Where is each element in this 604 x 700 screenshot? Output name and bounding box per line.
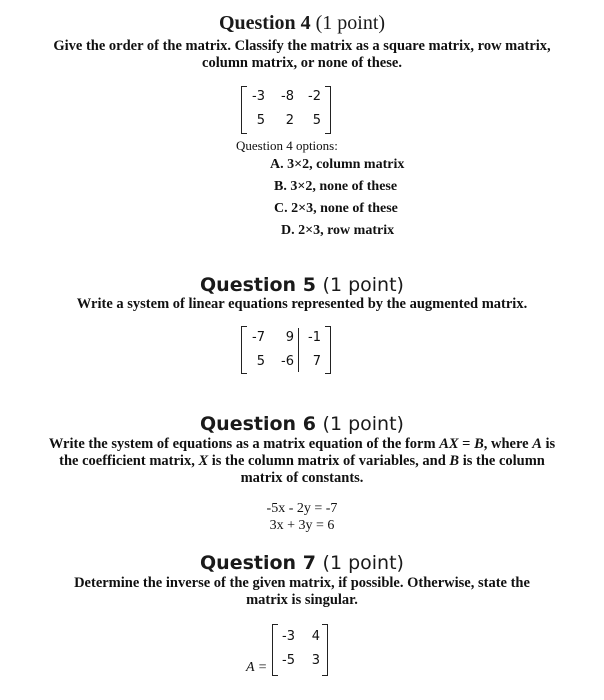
q7-title: Question 7 [200,552,316,574]
q4-matrix-cell: -8 [281,89,294,104]
q6-prompt-line2 [20,453,584,470]
q6-prompt [20,436,584,487]
q6-var: B [449,453,460,469]
q4-matrix-cell: 5 [256,113,265,128]
q4-points: (1 point) [315,12,386,34]
q4-prompt [20,38,584,72]
q4-prompt-line2: column matrix, or none of these. [202,55,402,71]
q4-matrix-right-bracket [325,86,331,134]
q5-heading [0,274,604,296]
q5-title: Question 5 [200,274,316,296]
q6-var: AX [439,436,459,452]
q7-prompt-line1: Determine the inverse of the given matrix, if possible. Otherwise, state the [74,575,530,591]
q6-text: is the column matrix of variables, and [208,453,450,469]
q5-matrix-right-bracket [325,326,331,374]
q5-matrix-cell: -7 [252,330,265,345]
q5-matrix-cell: 9 [285,330,294,345]
q4-options-label: Question 4 options: [236,138,338,153]
q7-points: (1 point) [322,552,404,574]
q7-matrix-cell: -3 [282,629,295,644]
q4-matrix-cell: 5 [312,113,321,128]
q4-option-a[interactable]: A. 3×2, column matrix [270,157,405,172]
q4-matrix [241,86,331,134]
q7-matrix-right-bracket [322,624,328,676]
q5-augment-divider [298,328,299,372]
q6-var: X [198,453,209,469]
q6-points: (1 point) [322,413,404,435]
q5-prompt: Write a system of linear equations represented by the augmented matrix. [76,296,528,312]
q6-text: , where [483,436,533,452]
q7-prompt-line2: matrix is singular. [246,592,358,608]
q6-equation-2: 3x + 3y = 6 [269,518,335,533]
q4-option-b[interactable]: B. 3×2, none of these [274,179,398,194]
q6-var: A [532,436,542,452]
q6-var: B [474,436,484,452]
q6-text: = [458,436,475,452]
q7-matrix-label: A = [246,660,268,675]
q6-text: the coefficient matrix, [59,453,199,469]
q7-heading [0,552,604,574]
q4-matrix-cell: 2 [285,113,294,128]
q4-matrix-cell: -2 [308,89,321,104]
q6-prompt-line3: matrix of constants. [240,470,364,486]
q5-augmented-matrix [241,326,331,374]
q7-matrix-cell: 3 [311,653,320,668]
q7-matrix-cell: -5 [282,653,295,668]
q6-text: is [541,436,556,452]
q5-matrix-cell: 5 [256,354,265,369]
q4-title: Question 4 [218,12,311,34]
q5-points: (1 point) [322,274,404,296]
q7-matrix [272,624,328,676]
q5-matrix-cell: -6 [281,354,294,369]
q5-matrix-cell: -1 [308,330,321,345]
q4-option-d[interactable]: D. 2×3, row matrix [281,223,395,238]
q4-prompt-line1: Give the order of the matrix. Classify the matrix as a square matrix, row matrix, [53,38,551,54]
q6-text: Write the system of equations as a matrix equation of the form [48,436,440,452]
q4-matrix-cell: -3 [252,89,265,104]
q4-option-c[interactable]: C. 2×3, none of these [274,201,398,216]
q4-heading [0,12,604,35]
q7-matrix-cell: 4 [311,629,320,644]
q6-prompt-line1 [20,436,584,453]
q5-matrix-cell: 7 [312,354,321,369]
q7-prompt [20,575,584,609]
q6-equation-1: -5x - 2y = -7 [266,501,338,516]
q6-title: Question 6 [200,413,316,435]
q6-text: is the column [459,453,545,469]
q6-heading [0,413,604,435]
